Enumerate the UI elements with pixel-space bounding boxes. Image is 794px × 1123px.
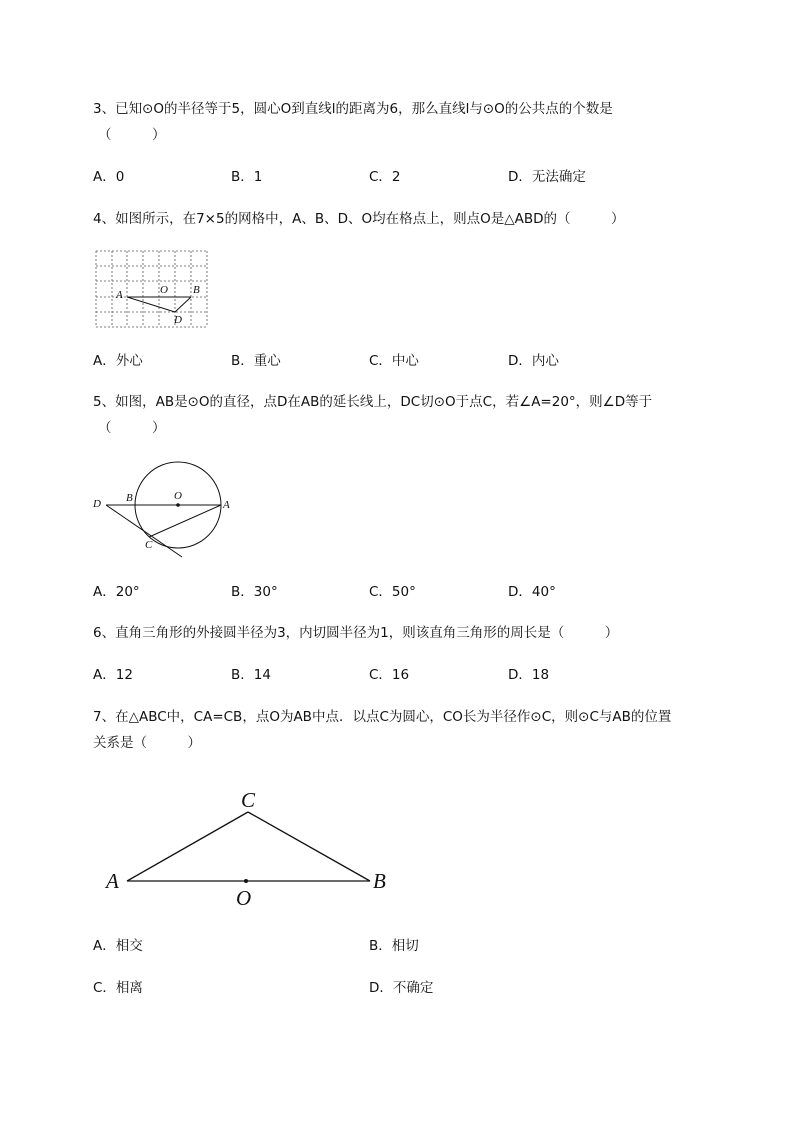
q6-option-d: D．18 (508, 667, 550, 683)
q3-option-c: C．2 (369, 169, 401, 185)
midpoint-o (244, 879, 248, 883)
label-c: C (241, 788, 256, 812)
q5-stem-line2: （ ） (98, 420, 166, 436)
label-d: D (93, 498, 101, 510)
q7-option-b: B．相切 (369, 938, 419, 954)
label-o: O (236, 886, 252, 910)
q4-option-a: A．外心 (93, 353, 143, 369)
grid-lines (96, 251, 207, 327)
label-a: A (116, 289, 123, 301)
q7-triangle-figure (100, 780, 400, 915)
q4-stem-line1: 4、如图所示，在7×5的网格中，A、B、D、O均在格点上，则点O是△ABD的（ ） (93, 211, 625, 227)
q6-option-a: A．12 (93, 667, 133, 683)
q5-option-c: C．50° (369, 584, 416, 600)
q7-stem-line1: 7、在△ABC中，CA=CB，点O为AB中点．以点C为圆心，CO长为半径作⊙C，则⊙C与AB的位置 (93, 709, 672, 725)
q4-option-c: C．中心 (369, 353, 419, 369)
label-a: A (223, 499, 230, 511)
q5-option-b: B．30° (231, 584, 278, 600)
q7-stem-line2: 关系是（ ） (93, 735, 201, 751)
center-point (176, 503, 180, 507)
q3-stem-line2: （ ） (98, 127, 166, 143)
label-a: A (106, 869, 119, 893)
label-b: B (373, 869, 386, 893)
q3-option-a: A．0 (93, 169, 125, 185)
q5-stem-line1: 5、如图，AB是⊙O的直径，点D在AB的延长线上，DC切⊙O于点C，若∠A=20°，则∠D等于 (93, 394, 653, 410)
label-o: O (174, 490, 182, 502)
q3-stem-line1: 3、已知⊙O的半径等于5，圆心O到直线l的距离为6，那么直线l与⊙O的公共点的个数是 (93, 101, 613, 117)
q6-option-b: B．14 (231, 667, 271, 683)
label-c: C (145, 539, 153, 551)
q3-option-d: D．无法确定 (508, 169, 586, 185)
label-b: B (193, 284, 200, 296)
q6-stem-line1: 6、直角三角形的外接圆半径为3，内切圆半径为1，则该直角三角形的周长是（ ） (93, 625, 619, 641)
q7-option-a: A．相交 (93, 938, 143, 954)
q5-option-a: A．20° (93, 584, 140, 600)
label-d: D (174, 314, 182, 326)
q6-option-c: C．16 (369, 667, 410, 683)
triangle-abc (127, 812, 370, 881)
q4-option-d: D．内心 (508, 353, 559, 369)
q5-circle-figure (90, 455, 240, 563)
label-b: B (126, 492, 133, 504)
q3-option-b: B．1 (231, 169, 263, 185)
q4-grid-figure (92, 247, 212, 331)
figure-lines (106, 505, 221, 557)
q5-option-d: D．40° (508, 584, 556, 600)
q7-option-c: C．相离 (93, 980, 143, 996)
q7-option-d: D．不确定 (369, 980, 434, 996)
label-o: O (160, 284, 168, 296)
q4-option-b: B．重心 (231, 353, 281, 369)
